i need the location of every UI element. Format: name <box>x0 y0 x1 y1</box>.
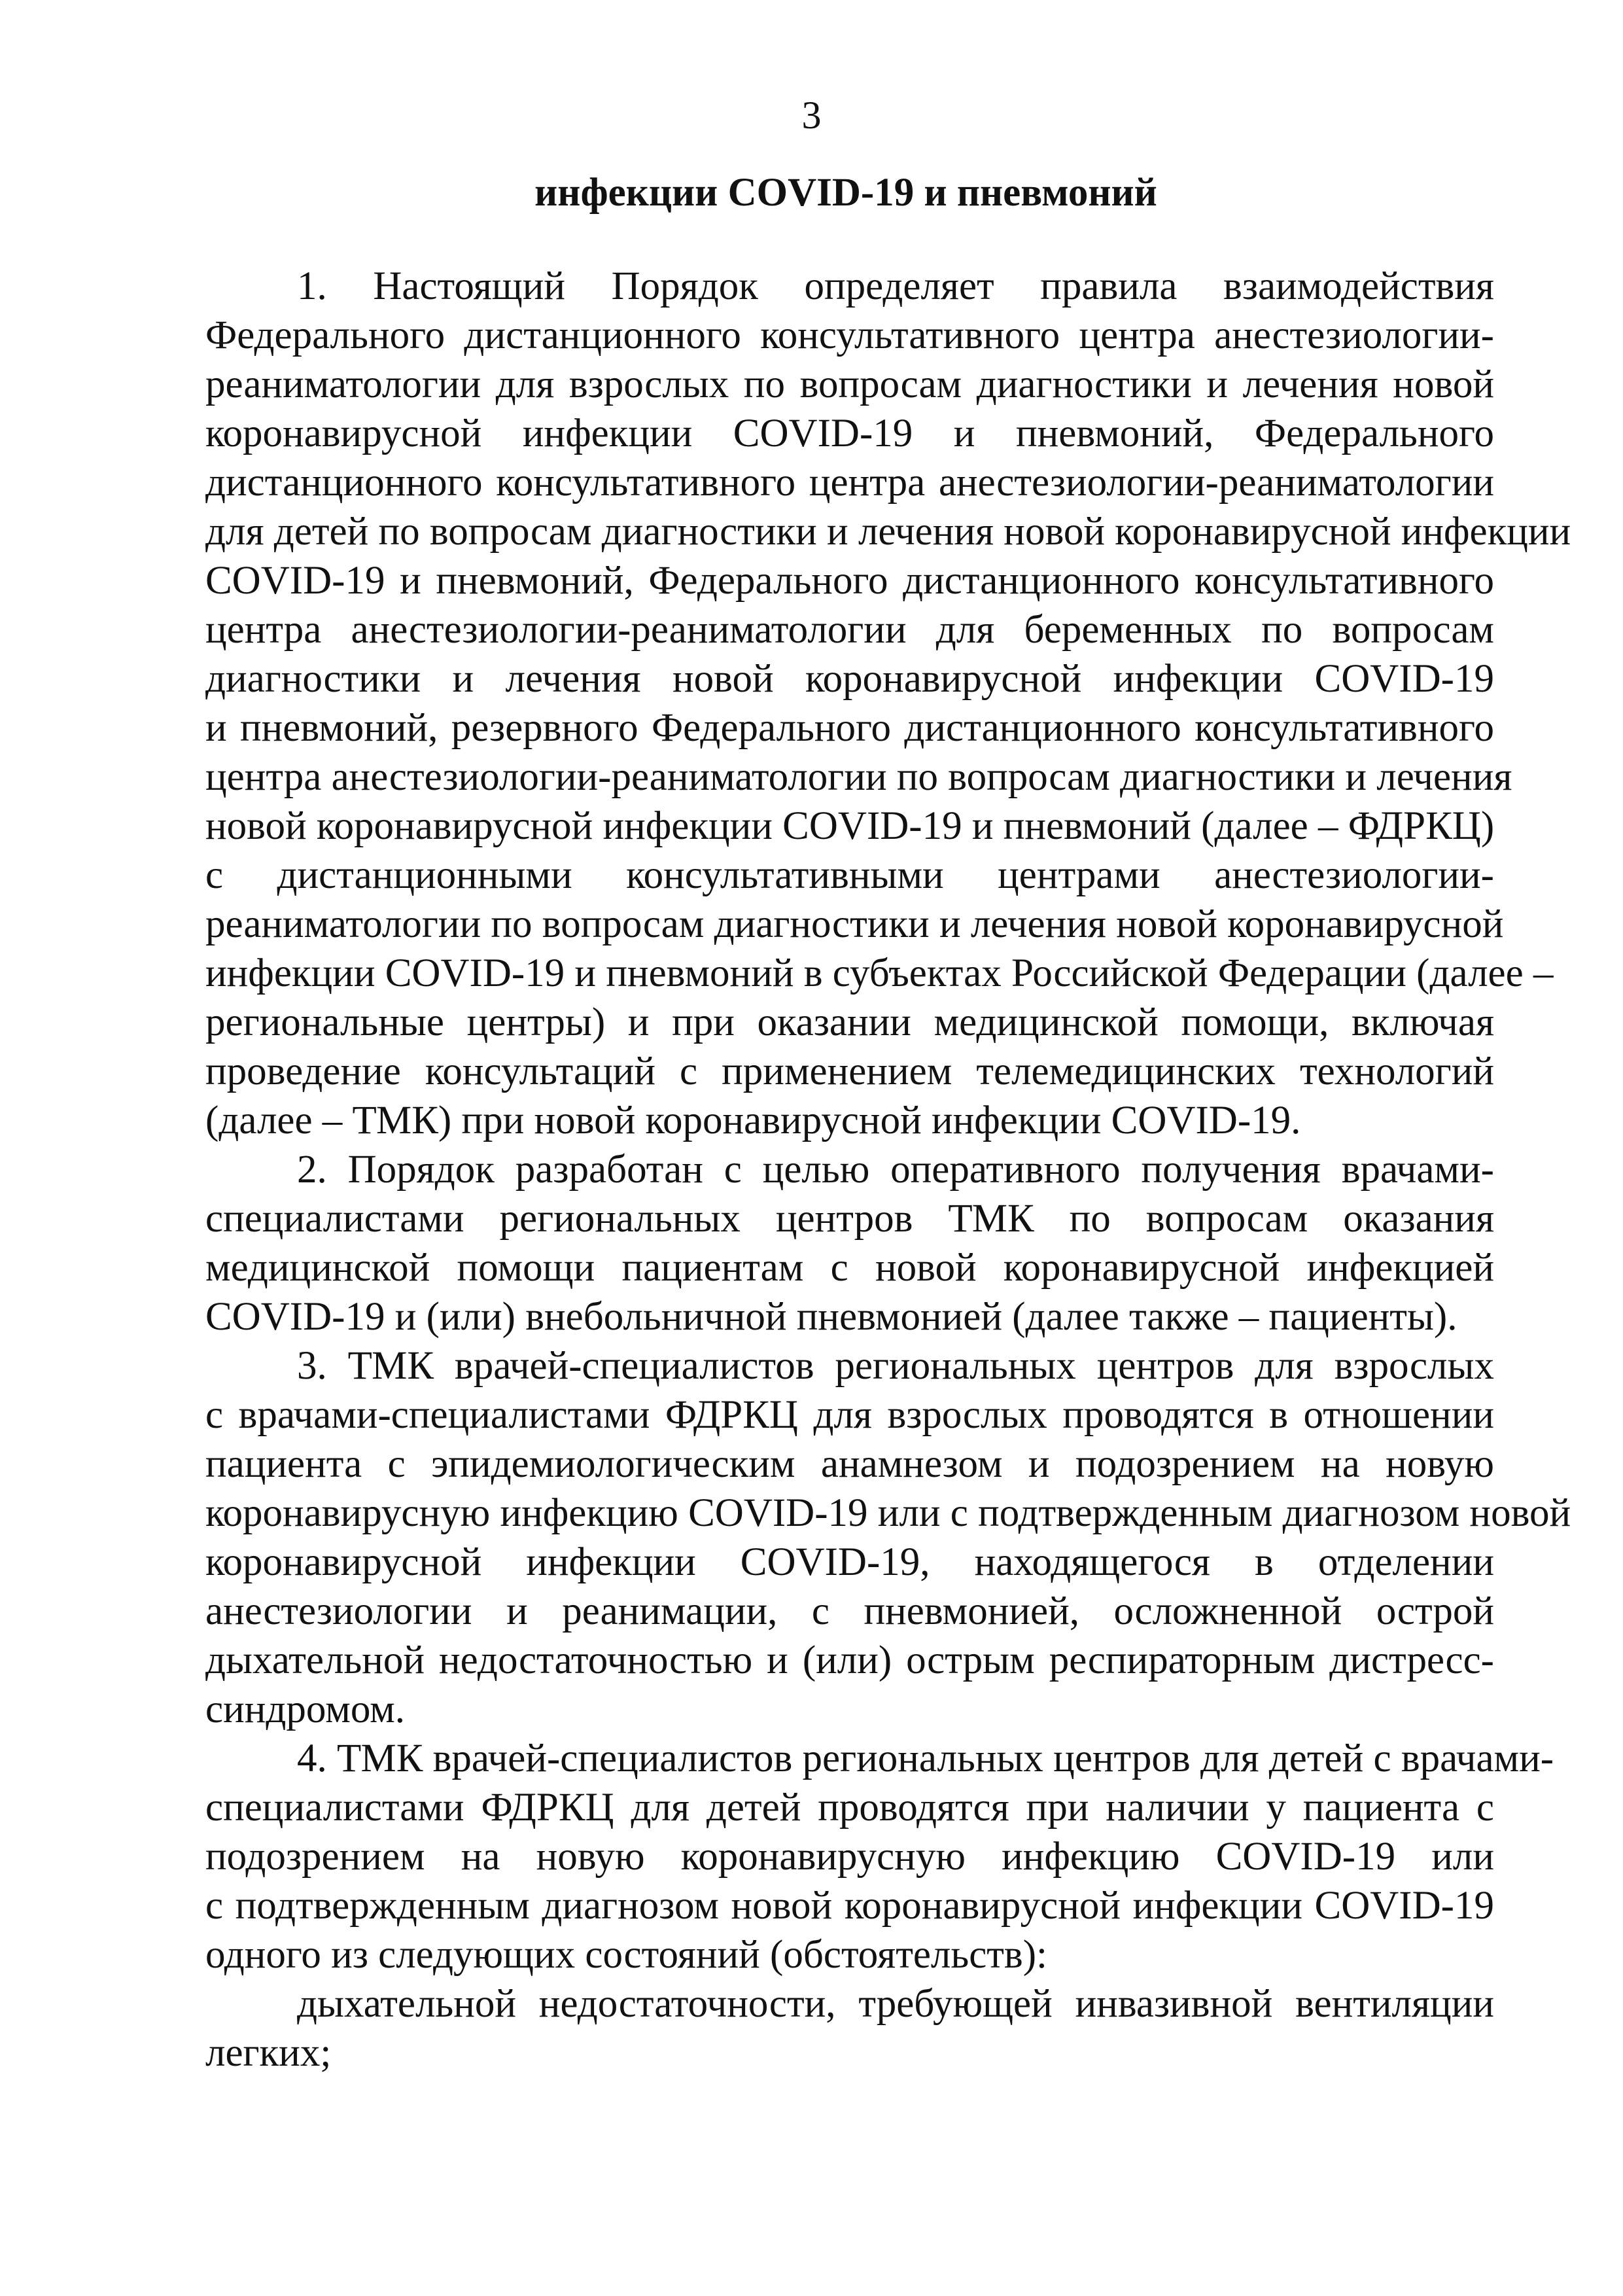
paragraph-line: подозрением на новую коронавирусную инфекцию COVID-19 или <box>205 1835 1494 1879</box>
paragraph-line: специалистами ФДРКЦ для детей проводятся при наличии у пациента с <box>205 1786 1494 1829</box>
paragraph-line: дыхательной недостаточности, требующей инвазивной вентиляции <box>297 1982 1494 2026</box>
paragraph-line: 1. Настоящий Порядок определяет правила взаимодействия <box>297 264 1494 308</box>
paragraph-line: с подтвержденным диагнозом новой коронавирусной инфекции COVID-19 <box>205 1884 1494 1928</box>
paragraph-line: диагностики и лечения новой коронавирусной инфекции COVID-19 <box>205 657 1494 701</box>
document-body <box>205 262 1571 2077</box>
paragraph-line: и пневмоний, резервного Федерального дистанционного консультативного <box>205 706 1494 750</box>
paragraph-3 <box>205 1341 1571 1734</box>
paragraph-line: новой коронавирусной инфекции COVID-19 и пневмоний (далее – ФДРКЦ) <box>205 804 1495 848</box>
paragraph-line: с дистанционными консультативными центрами анестезиологии- <box>205 853 1494 897</box>
page-number: 3 <box>801 94 822 137</box>
paragraph-line: одного из следующих состояний (обстоятельств): <box>205 1933 1047 1977</box>
paragraph-line: центра анестезиологии-реаниматологии по вопросам диагностики и лечения <box>205 755 1512 799</box>
paragraph-1 <box>205 262 1571 1145</box>
paragraph-line: проведение консультаций с применением телемедицинских технологий <box>205 1050 1494 1093</box>
paragraph-line: с врачами-специалистами ФДРКЦ для взрослых проводятся в отношении <box>205 1393 1494 1437</box>
paragraph-line: 4. ТМК врачей-специалистов региональных центров для детей с врачами- <box>297 1737 1554 1780</box>
paragraph-line: специалистами региональных центров ТМК по вопросам оказания <box>205 1197 1494 1241</box>
paragraph-line: коронавирусную инфекцию COVID-19 или с подтвержденным диагнозом новой <box>205 1491 1571 1535</box>
paragraph-line: медицинской помощи пациентам с новой коронавирусной инфекцией <box>205 1246 1494 1290</box>
paragraph-line: центра анестезиологии-реаниматологии для беременных по вопросам <box>205 608 1494 652</box>
paragraph-line: коронавирусной инфекции COVID-19 и пневмоний, Федерального <box>205 412 1494 455</box>
paragraph-line: 3. ТМК врачей-специалистов региональных центров для взрослых <box>297 1344 1494 1388</box>
paragraph-line: Федерального дистанционного консультативного центра анестезиологии- <box>205 313 1494 357</box>
paragraph-line: дыхательной недостаточностью и (или) острым респираторным дистресс- <box>205 1638 1494 1682</box>
paragraph-line: реаниматологии по вопросам диагностики и лечения новой коронавирусной <box>205 902 1504 946</box>
paragraph-line: анестезиологии и реанимации, с пневмонией, осложненной острой <box>205 1589 1494 1633</box>
paragraph-line: синдромом. <box>205 1687 406 1731</box>
paragraph-line: коронавирусной инфекции COVID-19, находящегося в отделении <box>205 1540 1494 1584</box>
paragraph-4 <box>205 1734 1554 1979</box>
paragraph-line: дистанционного консультативного центра анестезиологии-реаниматологии <box>205 461 1494 504</box>
paragraph-2 <box>205 1145 1494 1341</box>
paragraph-line: региональные центры) и при оказании медицинской помощи, включая <box>205 1000 1494 1044</box>
paragraph-line: COVID-19 и (или) внебольничной пневмонией (далее также – пациенты). <box>205 1295 1457 1339</box>
paragraph-line: COVID-19 и пневмоний, Федерального дистанционного консультативного <box>205 559 1494 603</box>
paragraph-line: легких; <box>205 2031 332 2075</box>
section-heading: инфекции COVID-19 и пневмоний <box>534 171 1157 215</box>
paragraph-line: 2. Порядок разработан с целью оперативного получения врачами- <box>297 1148 1494 1192</box>
paragraph-line: реаниматологии для взрослых по вопросам диагностики и лечения новой <box>205 362 1494 406</box>
paragraph-5 <box>205 1979 1494 2077</box>
paragraph-line: для детей по вопросам диагностики и лечения новой коронавирусной инфекции <box>205 510 1571 554</box>
paragraph-line: пациента с эпидемиологическим анамнезом и подозрением на новую <box>205 1442 1494 1486</box>
paragraph-line: (далее – ТМК) при новой коронавирусной инфекции COVID-19. <box>205 1099 1301 1142</box>
paragraph-line: инфекции COVID-19 и пневмоний в субъектах Российской Федерации (далее – <box>205 951 1554 995</box>
